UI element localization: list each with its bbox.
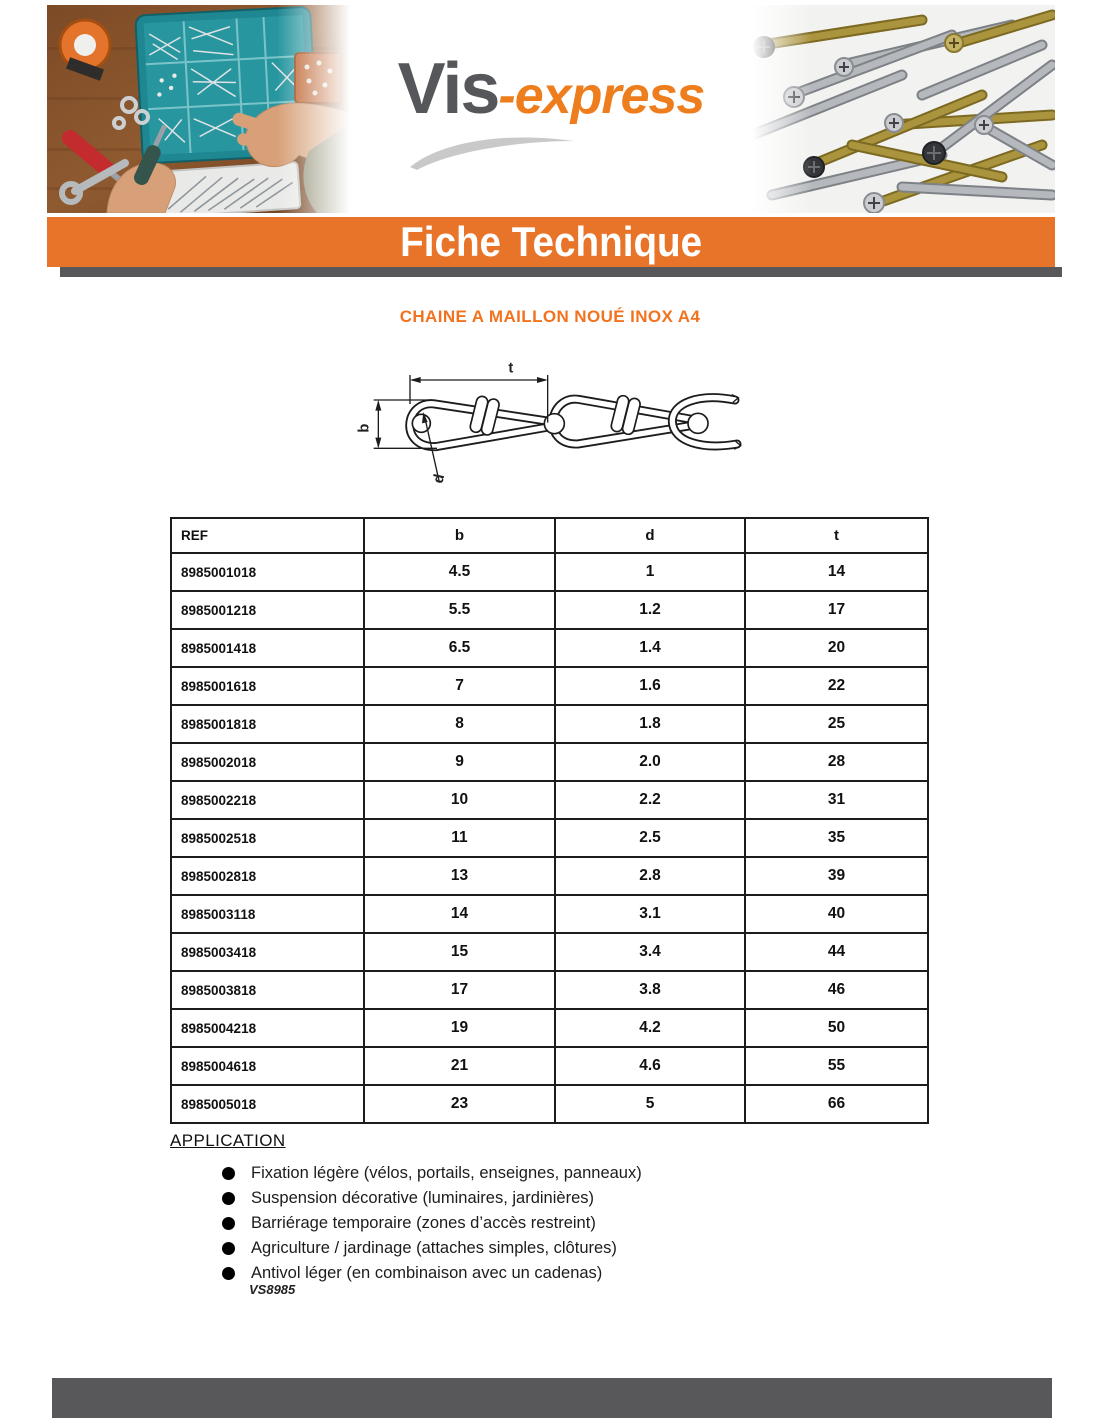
ref-cell: 8985001818 bbox=[171, 705, 364, 743]
table-header-row bbox=[171, 518, 928, 553]
value-cell: 22 bbox=[745, 667, 928, 705]
application-item-text: Suspension décorative (luminaires, jardinières) bbox=[251, 1189, 594, 1207]
table-row bbox=[171, 781, 928, 819]
value-cell: 4.6 bbox=[555, 1047, 745, 1085]
ref-cell: 8985003818 bbox=[171, 971, 364, 1009]
ref-cell: 8985001618 bbox=[171, 667, 364, 705]
footer-bar bbox=[52, 1378, 1052, 1418]
ref-cell: 8985002218 bbox=[171, 781, 364, 819]
bullet-icon bbox=[222, 1167, 235, 1180]
value-cell: 5.5 bbox=[364, 591, 555, 629]
workbench-illustration bbox=[47, 5, 350, 213]
bullet-icon bbox=[222, 1267, 235, 1280]
table-row bbox=[171, 1047, 928, 1085]
ref-cell: 8985003118 bbox=[171, 895, 364, 933]
value-cell: 5 bbox=[555, 1085, 745, 1123]
screws-illustration bbox=[752, 5, 1055, 213]
logo-text-vis: Vis bbox=[397, 49, 499, 129]
table-row bbox=[171, 1085, 928, 1123]
product-ref-code: VS8985 bbox=[249, 1282, 296, 1297]
header-b: b bbox=[364, 518, 555, 553]
table-row bbox=[171, 971, 928, 1009]
table-row bbox=[171, 705, 928, 743]
ref-cell: 8985004618 bbox=[171, 1047, 364, 1085]
value-cell: 25 bbox=[745, 705, 928, 743]
ref-cell: 8985001218 bbox=[171, 591, 364, 629]
ref-cell: 8985002518 bbox=[171, 819, 364, 857]
chain-diagram bbox=[355, 350, 755, 510]
value-cell: 2.0 bbox=[555, 743, 745, 781]
ref-cell: 8985001418 bbox=[171, 629, 364, 667]
application-item-text: Agriculture / jardinage (attaches simples, clôtures) bbox=[251, 1239, 617, 1257]
value-cell: 2.5 bbox=[555, 819, 745, 857]
banner-title: Fiche Technique bbox=[399, 218, 703, 265]
value-cell: 3.4 bbox=[555, 933, 745, 971]
ref-cell: 8985005018 bbox=[171, 1085, 364, 1123]
logo-swoosh-icon bbox=[404, 132, 579, 170]
value-cell: 8 bbox=[364, 705, 555, 743]
chain-drawing bbox=[355, 350, 755, 510]
ref-cell: 8985003418 bbox=[171, 933, 364, 971]
table-row bbox=[171, 895, 928, 933]
header-t: t bbox=[745, 518, 928, 553]
value-cell: 23 bbox=[364, 1085, 555, 1123]
value-cell: 13 bbox=[364, 857, 555, 895]
table-row bbox=[171, 591, 928, 629]
value-cell: 28 bbox=[745, 743, 928, 781]
application-item bbox=[222, 1186, 642, 1211]
value-cell: 1.2 bbox=[555, 591, 745, 629]
value-cell: 3.8 bbox=[555, 971, 745, 1009]
application-item bbox=[222, 1211, 642, 1236]
value-cell: 55 bbox=[745, 1047, 928, 1085]
value-cell: 1.6 bbox=[555, 667, 745, 705]
bullet-icon bbox=[222, 1242, 235, 1255]
value-cell: 15 bbox=[364, 933, 555, 971]
value-cell: 19 bbox=[364, 1009, 555, 1047]
value-cell: 14 bbox=[745, 553, 928, 591]
header-photo-workbench bbox=[47, 5, 350, 213]
table-row bbox=[171, 819, 928, 857]
value-cell: 1.4 bbox=[555, 629, 745, 667]
logo-text-express: -express bbox=[498, 67, 705, 125]
value-cell: 35 bbox=[745, 819, 928, 857]
bullet-icon bbox=[222, 1217, 235, 1230]
application-item-text: Barriérage temporaire (zones d’accès restreint) bbox=[251, 1214, 596, 1232]
value-cell: 10 bbox=[364, 781, 555, 819]
ref-cell: 8985004218 bbox=[171, 1009, 364, 1047]
value-cell: 17 bbox=[745, 591, 928, 629]
value-cell: 31 bbox=[745, 781, 928, 819]
header-ref: REF bbox=[171, 518, 364, 553]
value-cell: 14 bbox=[364, 895, 555, 933]
table-row bbox=[171, 743, 928, 781]
table-row bbox=[171, 857, 928, 895]
value-cell: 44 bbox=[745, 933, 928, 971]
value-cell: 46 bbox=[745, 971, 928, 1009]
value-cell: 66 bbox=[745, 1085, 928, 1123]
dim-label-t: t bbox=[508, 360, 514, 377]
value-cell: 4.5 bbox=[364, 553, 555, 591]
value-cell: 4.2 bbox=[555, 1009, 745, 1047]
ref-cell: 8985001018 bbox=[171, 553, 364, 591]
ref-cell: 8985002018 bbox=[171, 743, 364, 781]
application-item-text: Antivol léger (en combinaison avec un cadenas) bbox=[251, 1264, 603, 1282]
table-row bbox=[171, 629, 928, 667]
value-cell: 1 bbox=[555, 553, 745, 591]
value-cell: 1.8 bbox=[555, 705, 745, 743]
dimensions-table bbox=[170, 517, 929, 1124]
value-cell: 2.8 bbox=[555, 857, 745, 895]
value-cell: 11 bbox=[364, 819, 555, 857]
table-row bbox=[171, 933, 928, 971]
bullet-icon bbox=[222, 1192, 235, 1205]
value-cell: 17 bbox=[364, 971, 555, 1009]
value-cell: 40 bbox=[745, 895, 928, 933]
ref-cell: 8985002818 bbox=[171, 857, 364, 895]
dim-label-d: d bbox=[430, 472, 449, 485]
dim-label-b: b bbox=[356, 423, 373, 433]
application-list bbox=[222, 1161, 642, 1286]
value-cell: 39 bbox=[745, 857, 928, 895]
value-cell: 3.1 bbox=[555, 895, 745, 933]
table-row bbox=[171, 667, 928, 705]
table-body bbox=[171, 553, 928, 1123]
application-item bbox=[222, 1161, 642, 1186]
application-heading: APPLICATION bbox=[170, 1131, 286, 1150]
value-cell: 50 bbox=[745, 1009, 928, 1047]
table-row bbox=[171, 1009, 928, 1047]
header-d: d bbox=[555, 518, 745, 553]
brand-logo bbox=[350, 5, 752, 213]
table-row bbox=[171, 553, 928, 591]
value-cell: 2.2 bbox=[555, 781, 745, 819]
value-cell: 6.5 bbox=[364, 629, 555, 667]
header-photo-screws bbox=[752, 5, 1055, 213]
application-item bbox=[222, 1236, 642, 1261]
value-cell: 21 bbox=[364, 1047, 555, 1085]
page-title: CHAINE A MAILLON NOUÉ INOX A4 bbox=[399, 307, 701, 326]
banner bbox=[47, 217, 1055, 267]
banner-shadow bbox=[60, 267, 1062, 277]
application-item-text: Fixation légère (vélos, portails, enseignes, panneaux) bbox=[251, 1164, 642, 1182]
value-cell: 20 bbox=[745, 629, 928, 667]
value-cell: 9 bbox=[364, 743, 555, 781]
value-cell: 7 bbox=[364, 667, 555, 705]
